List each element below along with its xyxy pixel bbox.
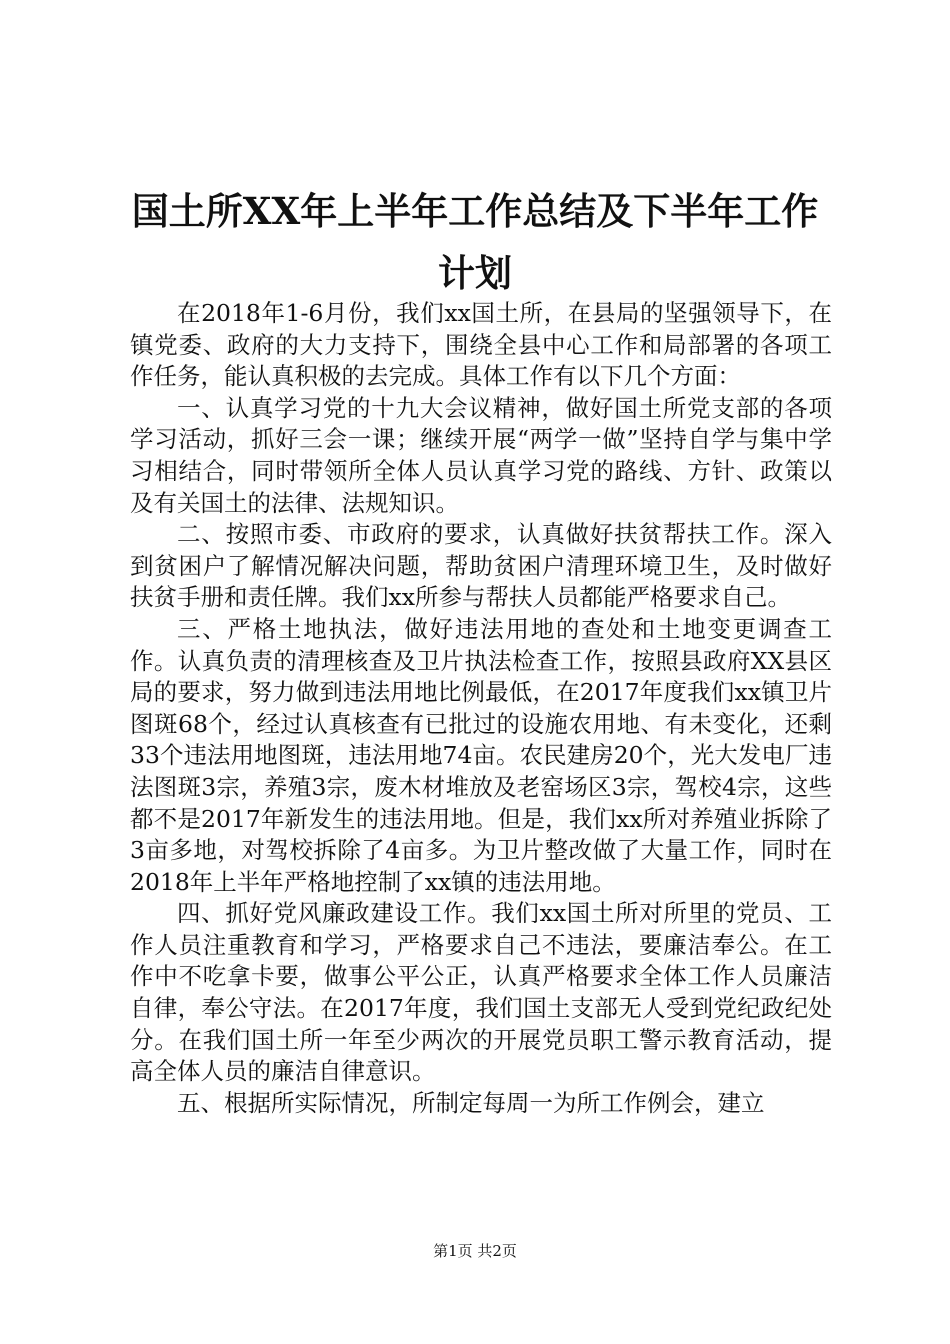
paragraph-section-3: 三、严格土地执法，做好违法用地的查处和土地变更调查工作。认真负责的清理核查及卫片执法检查工作，按照县政府XX县区局的要求，努力做到违法用地比例最低，在2017年度我们xx镇卫片图斑68个，经过认真核查有已批过的设施农用地、有未变化，还剩33个违法用地图斑，违法用地74亩。农民建房20个，光大发电厂违法图斑3宗，养殖3宗，废木材堆放及老窑场区3宗，驾校4宗，这些都不是2017年新发生的违法用地。但是，我们xx所对养殖业拆除了3亩多地，对驾校拆除了4亩多。为卫片整改做了大量工作，同时在2018年上半年严格地控制了xx镇的违法用地。	[130, 614, 832, 896]
paragraph-intro: 在2018年1-6月份，我们xx国土所，在县局的坚强领导下，在镇党委、政府的大力支持下，围绕全县中心工作和局部署的各项工作任务，能认真积极的去完成。具体工作有以下几个方面：	[130, 299, 832, 391]
paragraph-section-1: 一、认真学习党的十九大会议精神，做好国土所党支部的各项学习活动，抓好三会一课；继续开展“两学一做”坚持自学与集中学习相结合，同时带领所全体人员认真学习党的路线、方针、政策以及有关国土的法律、法规知识。	[130, 393, 832, 517]
document-title: 国土所XX年上半年工作总结及下半年工作计划	[131, 189, 819, 295]
paragraph-section-2: 二、按照市委、市政府的要求，认真做好扶贫帮扶工作。深入到贫困户了解情况解决问题，帮助贫困户清理环境卫生，及时做好扶贫手册和责任牌。我们xx所参与帮扶人员都能严格要求自己。	[130, 520, 832, 612]
paragraph-section-4: 四、抓好党风廉政建设工作。我们xx国土所对所里的党员、工作人员注重教育和学习，严格要求自己不违法，要廉洁奉公。在工作中不吃拿卡要，做事公平公正，认真严格要求全体工作人员廉洁自律，奉公守法。在2017年度，我们国土支部无人受到党纪政纪处分。在我们国土所一年至少两次的开展党员职工警示教育活动，提高全体人员的廉洁自律意识。	[130, 899, 832, 1086]
page-number-footer: 第1页 共2页	[433, 1242, 517, 1260]
paragraph-section-5: 五、根据所实际情况，所制定每周一为所工作例会，建立	[177, 1088, 765, 1117]
document-body	[130, 298, 832, 1119]
